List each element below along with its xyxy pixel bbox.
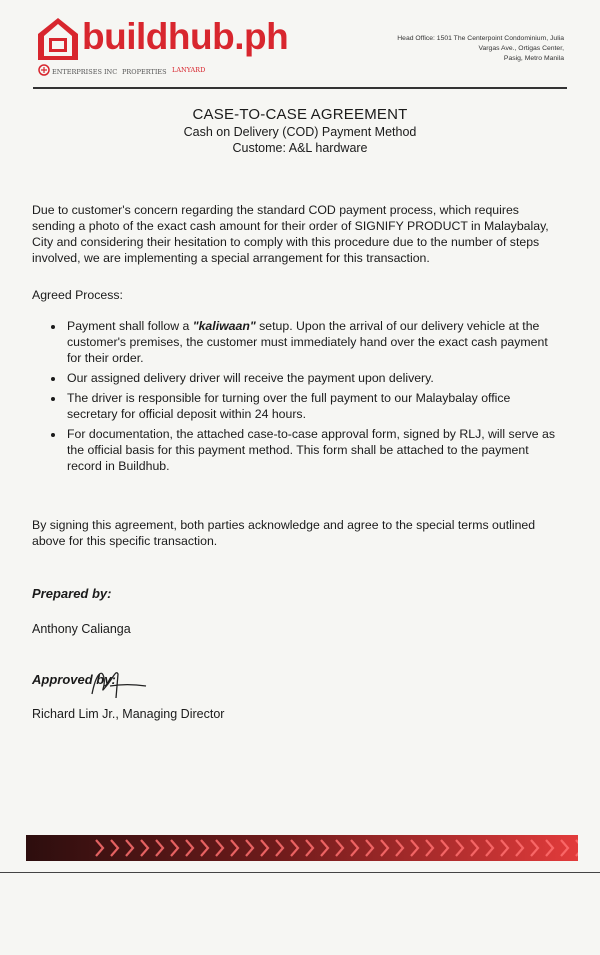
list-item: • The driver is responsible for turning over the full payment to our Malaybalay office secretary for official deposit within 24 hours. [65, 390, 560, 422]
customer-line: Custome: A&L hardware [232, 141, 368, 155]
brand-part-build: build [82, 16, 168, 57]
office-line-1: Head Office: 1501 The Centerpoint Condominium, Julia [397, 35, 564, 42]
kaliwaan-term: "kaliwaan" [192, 319, 256, 333]
header-divider [33, 87, 567, 89]
footer-divider [0, 872, 600, 873]
partner-logo-2: PROPERTIES [122, 68, 167, 76]
brand-name [82, 16, 288, 58]
head-office-address [397, 34, 564, 64]
intro-paragraph: Due to customer's concern regarding the standard COD payment process, which requires sending a photo of the exact cash amount for their order of SIGNIFY PRODUCT in Malaybalay, City and considering their hesitation to comply with this procedure due to the number of steps involved, we are implementing a special arrangement for this transaction. [32, 203, 549, 265]
document-subtitle: Cash on Delivery (COD) Payment Method [183, 125, 417, 139]
approved-by-name: Richard Lim Jr., Managing Director [32, 707, 225, 721]
brand-part-hub: hub [167, 16, 235, 57]
signing-paragraph: By signing this agreement, both parties acknowledge and agree to the special terms outlined above for this specific transaction. [32, 518, 536, 548]
brand-part-domain: .ph [234, 16, 289, 57]
partner-logos [38, 62, 268, 82]
list-item: • Our assigned delivery driver will receive the payment upon delivery. [65, 370, 560, 386]
office-line-3: Pasig, Metro Manila [503, 55, 564, 62]
process-list [32, 318, 560, 478]
partner-logo-1: ENTERPRISES INC [52, 68, 118, 76]
list-item: • Payment shall follow a "kaliwaan" setup. Upon the arrival of our delivery vehicle at the customer's premises, the customer must immediately hand over the exact cash payment for their order. [65, 318, 560, 366]
office-line-2: Vargas Ave., Ortigas Center, [478, 45, 564, 52]
agreed-process-heading: Agreed Process: [32, 288, 123, 302]
partner-emblem-icon [38, 64, 50, 76]
handwritten-signature [86, 664, 148, 704]
house-logo-icon [36, 16, 80, 62]
footer-chevron-band [26, 835, 578, 861]
document-title: CASE-TO-CASE AGREEMENT [192, 106, 408, 123]
prepared-by-name: Anthony Calianga [32, 622, 131, 636]
partner-logo-3: LANYARD [172, 66, 206, 74]
approved-by-label: Approved by: [32, 672, 116, 687]
prepared-by-label: Prepared by: [32, 586, 112, 601]
list-item: • For documentation, the attached case-to-case approval form, signed by RLJ, will serve as the official basis for this payment method. This form shall be attached to the payment record in Buildhub. [65, 426, 560, 474]
document-titles [0, 106, 600, 155]
